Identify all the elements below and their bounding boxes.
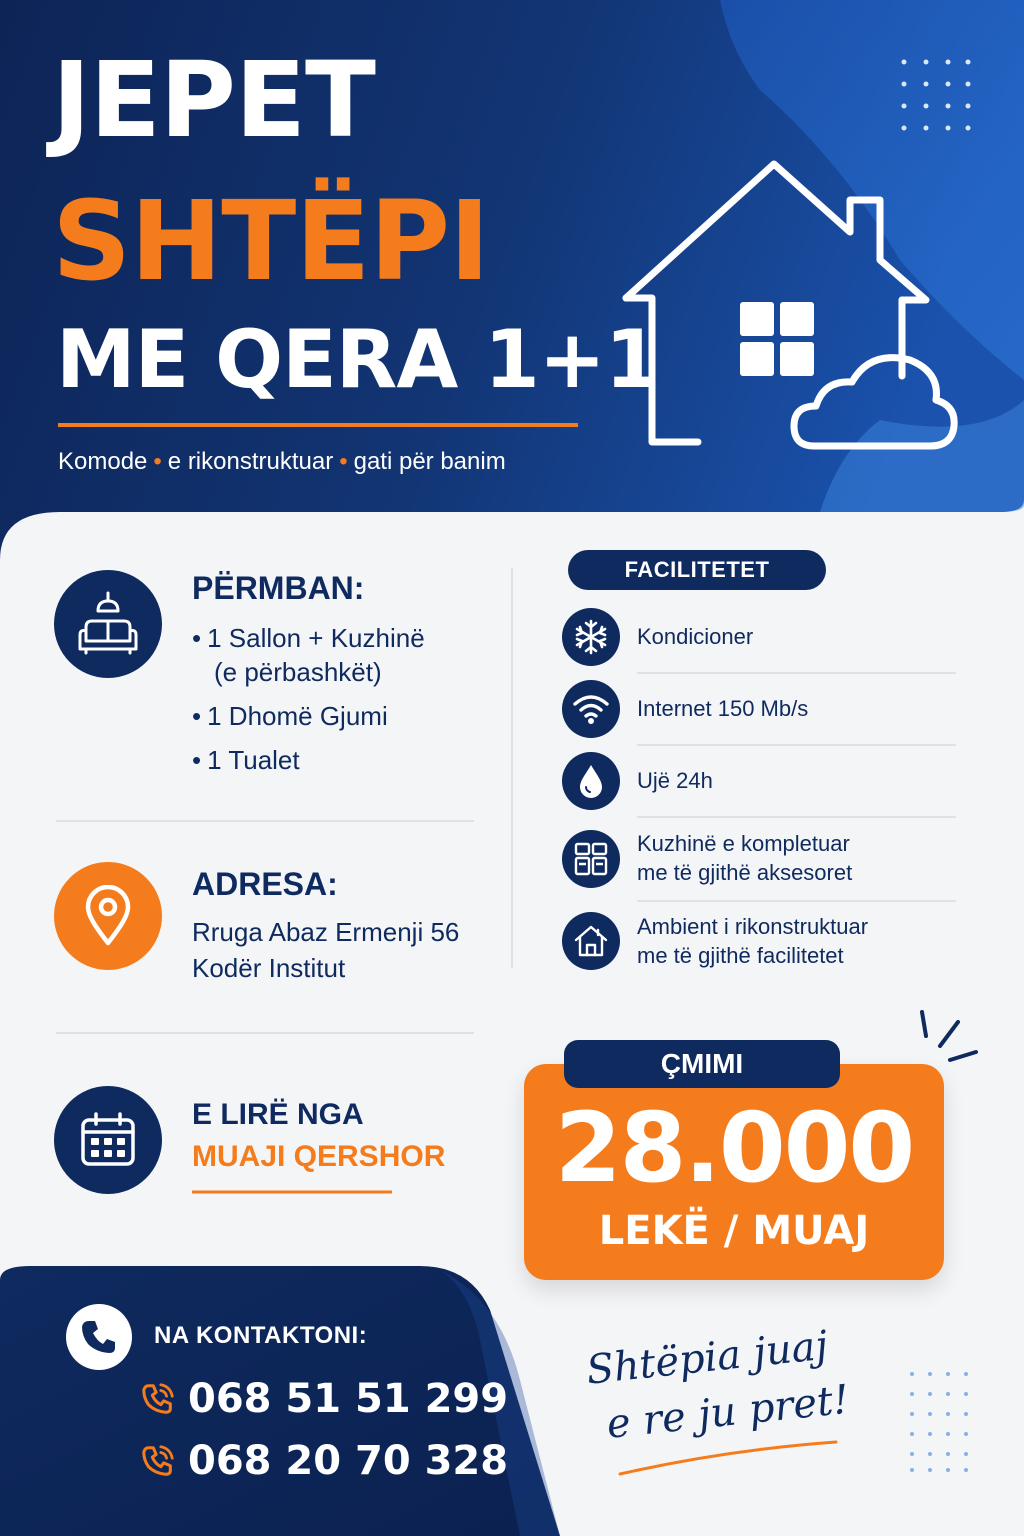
available-from-label: E LIRË NGA xyxy=(192,1098,364,1131)
dot-grid-decoration xyxy=(900,58,972,132)
phone-number-row[interactable] xyxy=(140,1438,508,1484)
attention-burst-decoration xyxy=(912,1008,984,1068)
price-value: 28.000 xyxy=(554,1092,914,1204)
vertical-divider xyxy=(511,568,513,968)
headline-line-2: SHTËPI xyxy=(52,177,490,305)
dot-grid-decoration xyxy=(908,1370,972,1474)
water-drop-icon xyxy=(562,752,620,810)
rooms-heading: PËRMBAN: xyxy=(192,570,365,606)
separator-dot: • xyxy=(339,448,348,475)
available-month: MUAJI QERSHOR xyxy=(192,1140,446,1173)
slogan-line-1: Shtëpia juaj xyxy=(584,1322,830,1394)
shared-note: (e përbashkët) xyxy=(214,657,382,687)
facility-label: Ambient i rikonstruktuar me të gjithë facilitetet xyxy=(637,914,869,968)
facilities-heading: FACILITETET xyxy=(568,550,826,590)
headline-line-1: JEPET xyxy=(52,39,375,161)
facility-row xyxy=(560,912,956,974)
house-outline-icon xyxy=(618,150,964,460)
address-text xyxy=(192,914,459,986)
facility-row xyxy=(560,606,956,676)
phone-number: 068 20 70 328 xyxy=(188,1438,509,1484)
facility-row xyxy=(560,750,956,820)
price-unit: LEKË / MUAJ xyxy=(598,1208,870,1254)
calendar-icon xyxy=(54,1086,162,1194)
facility-label: Internet 150 Mb/s xyxy=(637,696,809,721)
slogan-underline xyxy=(616,1430,840,1478)
divider xyxy=(637,744,956,746)
separator-dot: • xyxy=(153,448,162,475)
list-item: • 1 Sallon + Kuzhinë (e përbashkët) xyxy=(192,620,425,690)
phone-call-icon xyxy=(140,1381,176,1417)
divider xyxy=(56,820,474,822)
address-area: Kodër Institut xyxy=(192,953,346,983)
availability-underline xyxy=(192,1190,392,1194)
wifi-icon xyxy=(562,680,620,738)
phone-number-row[interactable] xyxy=(140,1376,508,1422)
contact-heading: NA KONTAKTONI: xyxy=(154,1322,368,1349)
phone-call-icon xyxy=(140,1443,176,1479)
price-label: ÇMIMI xyxy=(564,1040,840,1088)
home-icon xyxy=(562,912,620,970)
phone-icon xyxy=(66,1304,132,1370)
list-item: • 1 Dhomë Gjumi xyxy=(192,701,388,731)
feature-item: gati për banim xyxy=(353,448,506,475)
feature-item: e rikonstruktuar xyxy=(167,448,334,475)
sofa-icon xyxy=(54,570,162,678)
slogan-line-2: e re ju pret! xyxy=(604,1376,852,1448)
divider xyxy=(637,900,956,902)
location-pin-icon xyxy=(54,862,162,970)
divider xyxy=(637,816,956,818)
divider xyxy=(637,672,956,674)
facility-label: Ujë 24h xyxy=(637,768,713,793)
facility-label: Kondicioner xyxy=(637,624,754,649)
facility-label: Kuzhinë e kompletuar me të gjithë aksesoret xyxy=(637,831,853,885)
title-underline xyxy=(58,423,578,427)
address-heading: ADRESA: xyxy=(192,866,338,902)
address-street: Rruga Abaz Ermenji 56 xyxy=(192,917,460,947)
kitchen-icon xyxy=(562,830,620,888)
divider xyxy=(56,1032,474,1034)
rooms-list xyxy=(192,620,425,786)
facility-row xyxy=(560,678,956,748)
snowflake-icon xyxy=(562,608,620,666)
list-item: • 1 Tualet xyxy=(192,745,300,775)
headline-line-3: ME QERA 1+1 xyxy=(56,313,660,406)
feature-tagline xyxy=(58,446,506,478)
feature-item: Komode xyxy=(58,448,148,475)
facility-row xyxy=(560,828,956,902)
phone-number: 068 51 51 299 xyxy=(188,1376,509,1422)
